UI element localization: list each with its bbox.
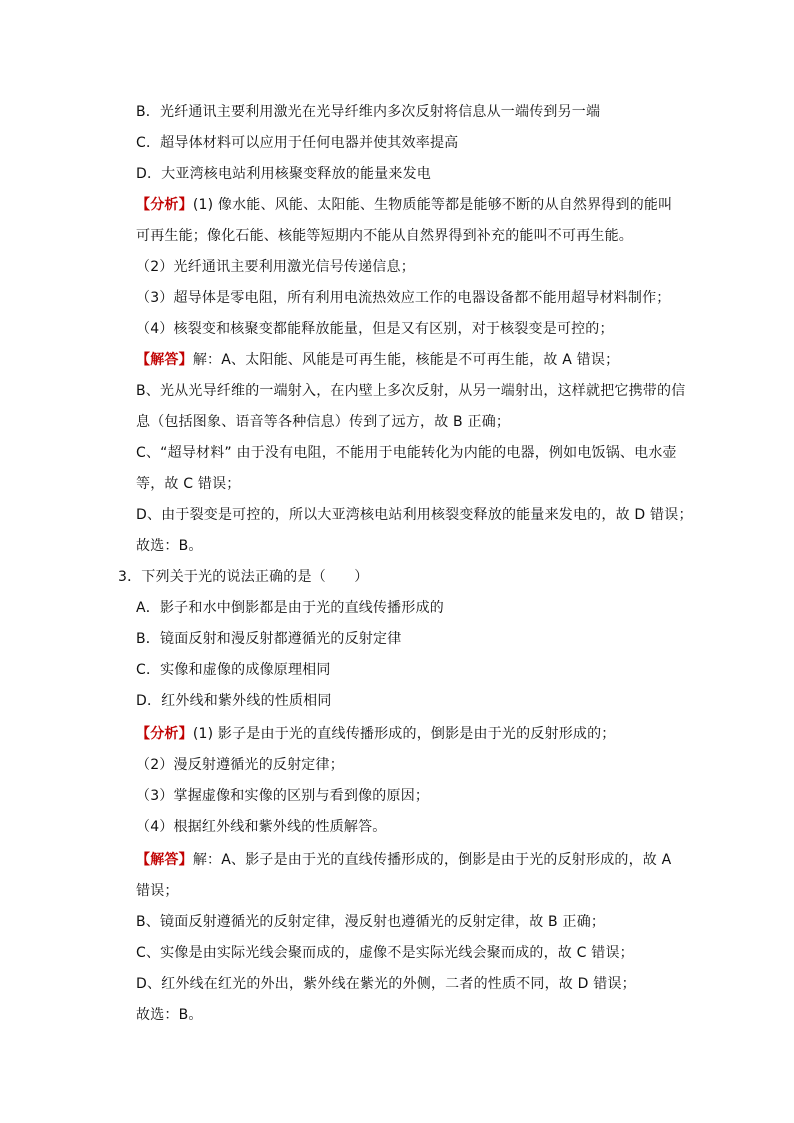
q2-answer-line-4: C、“超导材料” 由于没有电阻，不能用于电能转化为内能的电器，例如电饭锅、电水壶 xyxy=(136,445,677,461)
q3-analysis-line-3: （3）掌握虚像和实像的区别与看到像的原因； xyxy=(136,788,430,804)
q2-answer-line-2: B、光从光导纤维的一端射入，在内壁上多次反射，从另一端射出，这样就把它携带的信 xyxy=(136,383,686,399)
q3-analysis-line-1: 【分析】(1) 影子是由于光的直线传播形成的，倒影是由于光的反射形成的； xyxy=(136,726,616,742)
q2-analysis-line-1: 【分析】(1) 像水能、风能、太阳能、生物质能等都是能够不断的从自然界得到的能叫 xyxy=(136,197,673,213)
q2-answer-tag: 【解答】 xyxy=(136,352,193,368)
q3-stem: 3．下列关于光的说法正确的是（ ） xyxy=(118,569,369,585)
q2-answer-line-6: D、由于裂变是可控的，所以大亚湾核电站利用核裂变释放的能量来发电的，故 D 错误； xyxy=(136,507,693,523)
q3-answer-line-1: 【解答】解：A、影子是由于光的直线传播形成的，倒影是由于光的反射形成的，故 A xyxy=(136,852,672,868)
q2-analysis-line-4: （3）超导体是零电阻，所有利用电流热效应工作的电器设备都不能用超导材料制作； xyxy=(136,290,671,306)
q2-answer-line-5: 等，故 C 错误； xyxy=(136,476,241,492)
q3-answer-tag: 【解答】 xyxy=(136,852,193,868)
q2-option-c: C．超导体材料可以应用于任何电器并使其效率提高 xyxy=(136,135,459,151)
q2-answer-line-1: 【解答】解：A、太阳能、风能是可再生能，核能是不可再生能，故 A 错误； xyxy=(136,352,620,368)
q2-analysis-line-5: （4）核裂变和核聚变都能释放能量，但是又有区别，对于核裂变是可控的； xyxy=(136,321,614,337)
q3-answer-line-5: D、红外线在红光的外出，紫外线在紫光的外侧，二者的性质不同，故 D 错误； xyxy=(136,976,636,992)
q2-analysis-line-2: 可再生能；像化石能、核能等短期内不能从自然界得到补充的能叫不可再生能。 xyxy=(136,228,633,244)
q3-analysis-line-4: （4）根据红外线和紫外线的性质解答。 xyxy=(136,819,387,835)
q2-answer-line-3: 息（包括图象、语音等各种信息）传到了远方，故 B 正确； xyxy=(136,414,511,430)
q3-analysis-tag: 【分析】 xyxy=(136,726,193,742)
q3-option-a: A．影子和水中倒影都是由于光的直线传播形成的 xyxy=(136,600,444,616)
q2-analysis-tag: 【分析】 xyxy=(136,197,193,213)
q3-answer-line-3: B、镜面反射遵循光的反射定律，漫反射也遵循光的反射定律，故 B 正确； xyxy=(136,914,606,930)
q2-answer-line-7: 故选：B。 xyxy=(136,538,203,554)
q2-analysis-line-3: （2）光纤通讯主要利用激光信号传递信息； xyxy=(136,259,415,275)
q3-option-d: D．红外线和紫外线的性质相同 xyxy=(136,693,332,709)
q2-option-b: B．光纤通讯主要利用激光在光导纤维内多次反射将信息从一端传到另一端 xyxy=(136,104,601,120)
q3-option-c: C．实像和虚像的成像原理相同 xyxy=(136,662,331,678)
q2-option-d: D．大亚湾核电站利用核聚变释放的能量来发电 xyxy=(136,166,431,182)
q3-answer-line-2: 错误； xyxy=(136,883,179,899)
q3-answer-line-6: 故选：B。 xyxy=(136,1007,203,1023)
q3-answer-line-4: C、实像是由实际光线会聚而成的，虚像不是实际光线会聚而成的，故 C 错误； xyxy=(136,945,634,961)
q3-analysis-line-2: （2）漫反射遵循光的反射定律； xyxy=(136,757,344,773)
q3-option-b: B．镜面反射和漫反射都遵循光的反射定律 xyxy=(136,631,402,647)
